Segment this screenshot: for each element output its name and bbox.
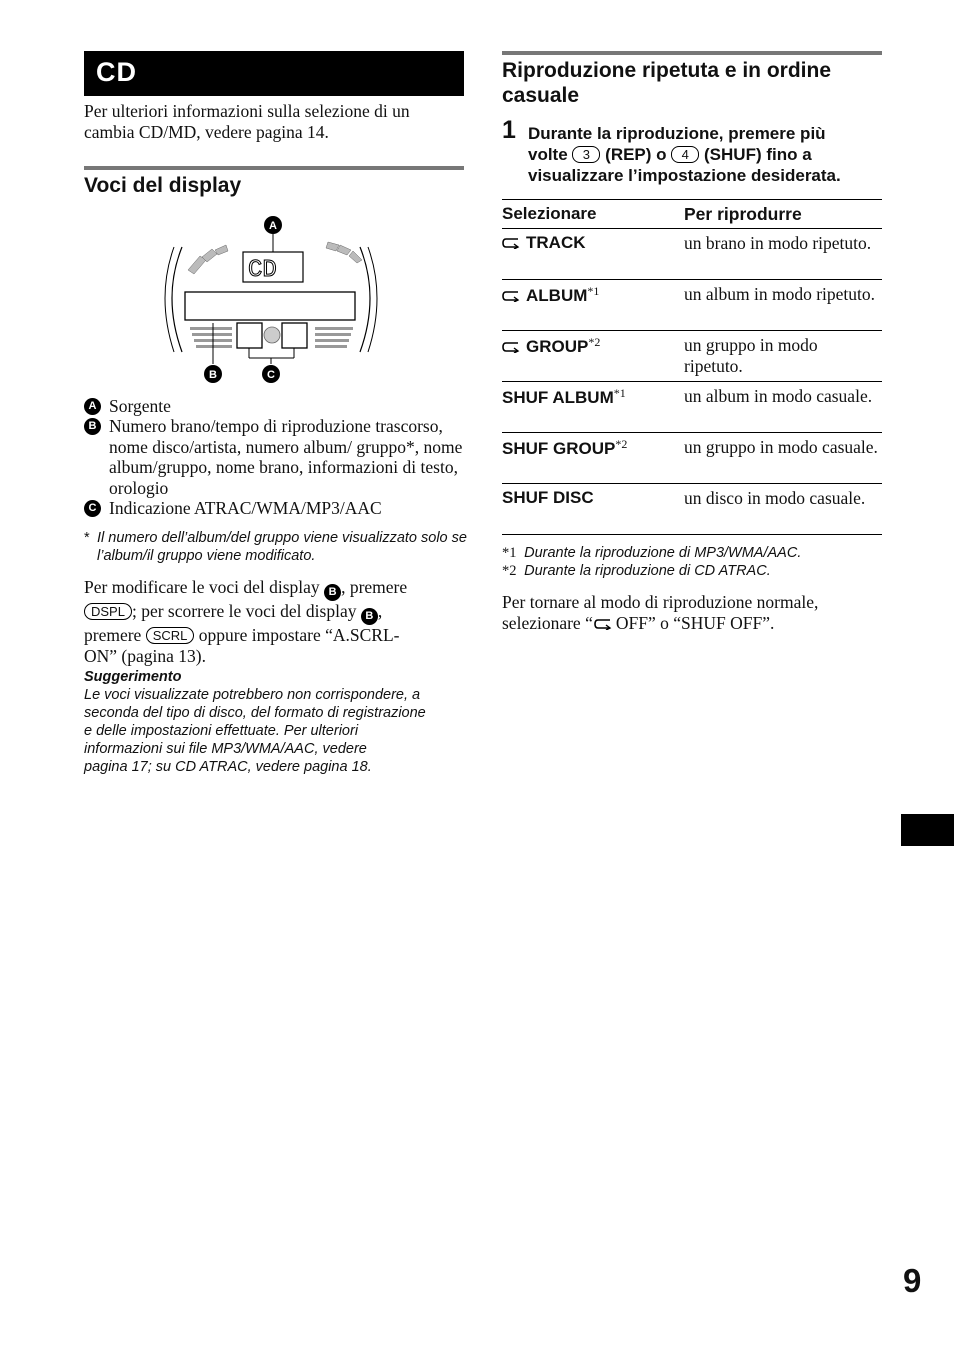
table-row: SHUF GROUP$^{*2}$ un gruppo in modo casuale. bbox=[502, 433, 882, 484]
display-illustration bbox=[160, 212, 390, 387]
title-bar bbox=[84, 51, 464, 96]
side-tab bbox=[901, 814, 954, 846]
repeat-icon bbox=[594, 618, 612, 630]
repeat-icon bbox=[502, 290, 520, 302]
step-number: 1 bbox=[502, 116, 516, 144]
table-row: ALBUM$^{*1}$ un album in modo ripetuto. bbox=[502, 280, 882, 331]
key-3: 3 bbox=[572, 146, 600, 163]
legend-item bbox=[84, 416, 469, 498]
table-row: GROUP$^{*2}$ un gruppo in modo ripetuto. bbox=[502, 331, 882, 382]
marker-b: B bbox=[84, 418, 101, 435]
legend-item bbox=[84, 498, 469, 519]
marker-b: B bbox=[324, 584, 341, 601]
marker-b: B bbox=[361, 608, 378, 625]
col-header: Selezionare bbox=[502, 204, 597, 223]
step-text: Durante la riproduzione, premere più volte 3 (REP) o 4 (SHUF) fino a visualizzare l’impostazione desiderata. bbox=[528, 124, 841, 185]
footnote: * Il numero dell’album/del gruppo viene visualizzato solo se l’album/il gruppo viene modificato. bbox=[84, 530, 467, 564]
section-rule bbox=[84, 166, 464, 170]
dspl-key: DSPL bbox=[84, 603, 132, 620]
marker-a: A bbox=[84, 398, 101, 415]
repeat-heading: Riproduzione ripetuta e in ordine casuale bbox=[502, 59, 832, 107]
table-notes: *1 Durante la riproduzione di MP3/WMA/AAC. *2 Durante la riproduzione di CD ATRAC. bbox=[502, 545, 802, 579]
display-heading: Voci del display bbox=[84, 174, 242, 197]
page-number: 9 bbox=[903, 1262, 922, 1299]
tip-body: Le voci visualizzate potrebbero non corrispondere, a seconda del tipo di disco, del formato di registrazione e delle impostazioni effettuate. Per ulteriori informazioni sui file MP3/WMA/AAC, vedere pagina 17; su CD ATRAC, vedere pagina 18. bbox=[84, 687, 426, 775]
callout-b: B bbox=[209, 369, 217, 381]
marker-c: C bbox=[84, 500, 101, 517]
key-4: 4 bbox=[671, 146, 699, 163]
legend-text: Numero brano/tempo di riproduzione trascorso, nome disco/artista, numero album/ gruppo*, nome album/gruppo, nome brano, informazioni di testo, orologio bbox=[109, 416, 463, 498]
display-paragraph: Per modificare le voci del display B , premere DSPL ; per scorrere le voci del display B , premere SCRL oppure impostare “A.SCRL- ON” (pagina 13). bbox=[84, 577, 408, 666]
col-header: Per riprodurre bbox=[684, 204, 802, 224]
svg-text:CD: CD bbox=[248, 257, 277, 284]
table-row: SHUF DISC un disco in modo casuale. bbox=[502, 484, 882, 535]
closing-paragraph: Per tornare al modo di riproduzione normale, selezionare “ OFF” o “SHUF OFF”. bbox=[502, 592, 819, 633]
legend-item bbox=[84, 396, 469, 417]
callout-c: C bbox=[267, 369, 275, 381]
scrl-key: SCRL bbox=[146, 627, 195, 644]
section-rule bbox=[502, 51, 882, 55]
repeat-icon bbox=[502, 237, 520, 249]
settings-table bbox=[502, 199, 882, 535]
legend-text: Sorgente bbox=[109, 396, 171, 416]
table-header bbox=[502, 199, 882, 229]
repeat-icon bbox=[502, 341, 520, 353]
table-row: TRACK un brano in modo ripetuto. bbox=[502, 229, 882, 280]
table-row: SHUF ALBUM$^{*1}$ un album in modo casuale. bbox=[502, 382, 882, 433]
callout-a: A bbox=[269, 220, 277, 232]
legend-text: Indicazione ATRAC/WMA/MP3/AAC bbox=[109, 498, 382, 518]
intro-text: Per ulteriori informazioni sulla selezione di un cambia CD/MD, vedere pagina 14. bbox=[84, 101, 410, 142]
tip-title: Suggerimento bbox=[84, 669, 182, 685]
page-title: CD bbox=[96, 57, 137, 87]
